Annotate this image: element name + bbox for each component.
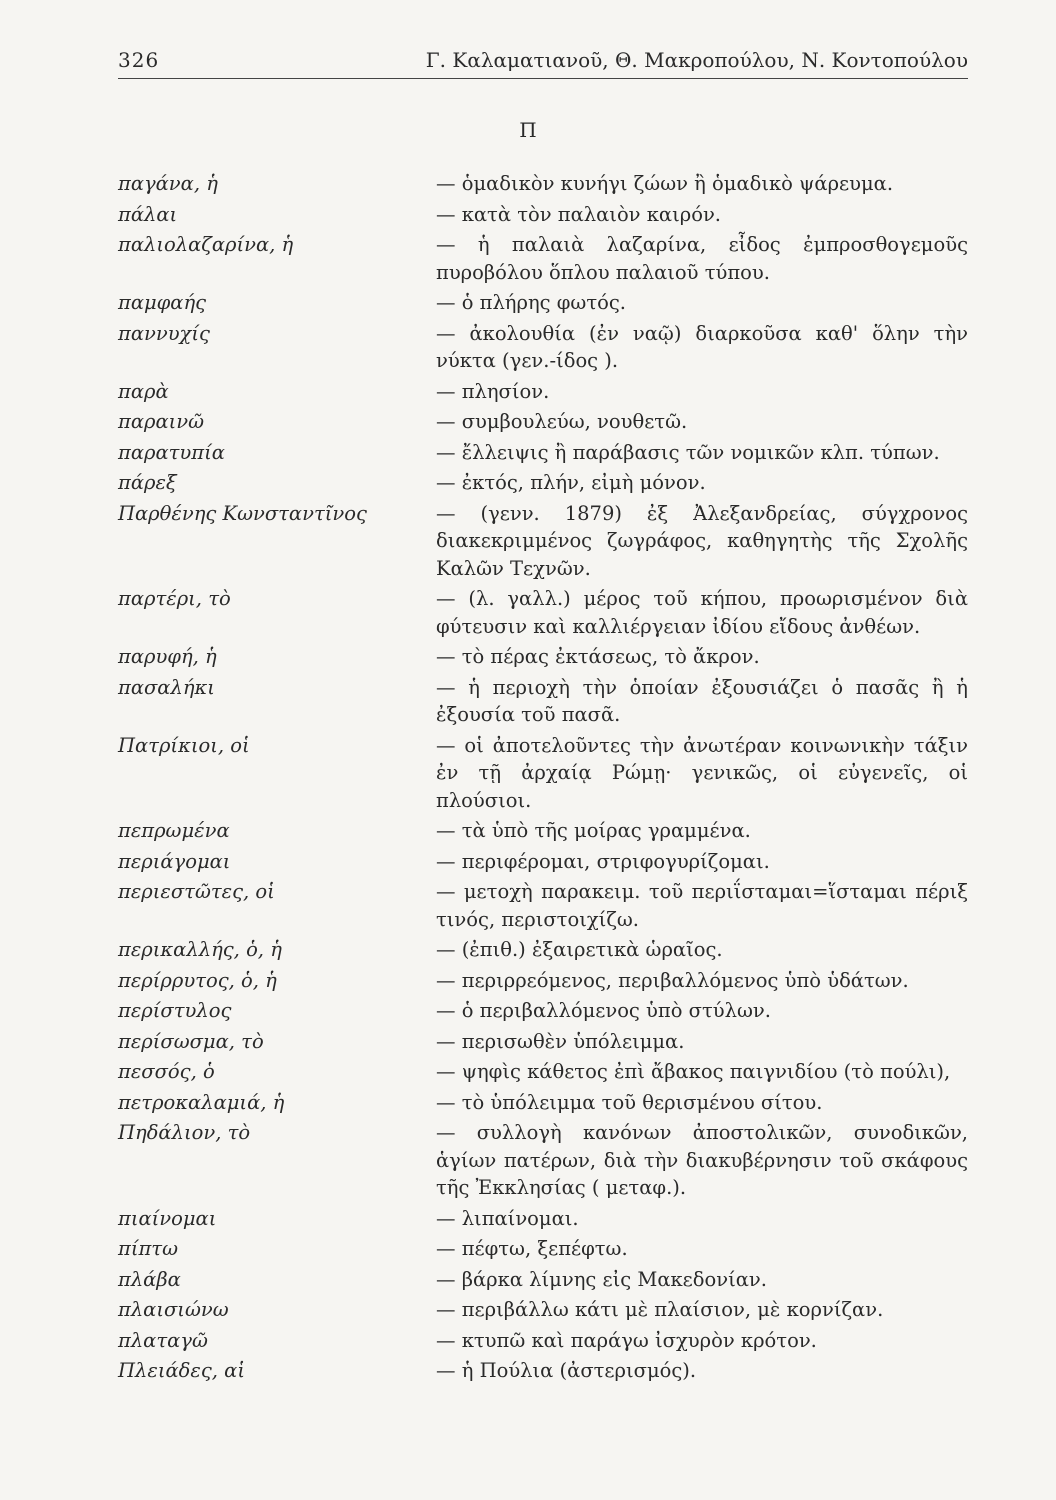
entry-term: πίπτω xyxy=(118,1237,178,1260)
glossary-entry xyxy=(118,936,968,964)
entry-term: παραινῶ xyxy=(118,410,205,433)
glossary-entry xyxy=(118,469,968,497)
entry-term: παρὰ xyxy=(118,379,169,403)
glossary-entry xyxy=(118,817,968,845)
entry-term: Πατρίκιοι, οἱ xyxy=(118,733,250,757)
glossary-entry xyxy=(118,585,968,640)
entry-definition: — ἔλλειψις ἢ παράβασις τῶν νομικῶν κλπ. τύπων. xyxy=(436,440,940,464)
entry-definition: — περιρρεόμενος, περιβαλλόμενος ὑπὸ ὑδάτων. xyxy=(436,968,909,992)
entry-definition: — περιφέρομαι, στριφογυρίζομαι. xyxy=(436,849,770,873)
glossary-entry xyxy=(118,1119,968,1202)
entry-term: περιάγομαι xyxy=(118,849,231,873)
glossary-entries xyxy=(118,170,968,1388)
glossary-entry xyxy=(118,500,968,583)
glossary-entry xyxy=(118,967,968,995)
entry-term: πλαισιώνω xyxy=(118,1298,229,1321)
page-number: 326 xyxy=(118,48,160,72)
entry-term: περίρρυτος, ὁ, ἡ xyxy=(118,968,277,992)
entry-definition: — βάρκα λίμνης εἰς Μακεδονίαν. xyxy=(436,1267,767,1291)
entry-term: Πηδάλιον, τὸ xyxy=(118,1121,251,1144)
glossary-entry xyxy=(118,320,968,375)
entry-definition: — περισωθὲν ὑπόλειμμα. xyxy=(436,1029,685,1053)
entry-term: περιεστῶτες, οἱ xyxy=(118,880,275,903)
entry-definition: — ἀκολουθία (ἐν ναῷ) διαρκοῦσα καθ' ὅλην τὴν νύκτα (γεν.-ίδος ). xyxy=(436,321,968,372)
glossary-entry xyxy=(118,378,968,406)
entry-term: πλάβα xyxy=(118,1267,181,1291)
entry-definition: — ὁ πλήρης φωτός. xyxy=(436,291,626,314)
entry-term: πετροκαλαμιά, ἡ xyxy=(118,1090,285,1114)
entry-term: παλιολαζαρίνα, ἡ xyxy=(118,233,294,256)
entry-term: πασαλήκι xyxy=(118,675,215,699)
entry-term: πάλαι xyxy=(118,202,178,226)
entry-term: παννυχίς xyxy=(118,321,210,345)
entry-definition: — συλλογὴ κανόνων ἀποστολικῶν, συνοδικῶν, ἁγίων πατέρων, διὰ τὴν διακυβέρνησιν τοῦ σκάφους τῆς Ἐκκλησίας ( μεταφ.). xyxy=(436,1121,968,1199)
glossary-entry xyxy=(118,1357,968,1385)
running-title: Γ. Καλαματιανοῦ, Θ. Μακροπούλου, Ν. Κοντοπούλου xyxy=(425,48,968,72)
entry-definition: — οἱ ἀποτελοῦντες τὴν ἀνωτέραν κοινωνικὴν τάξιν ἐν τῇ ἀρχαίᾳ Ρώμῃ· γενικῶς, οἱ εὐγενεῖς, οἱ πλούσιοι. xyxy=(436,733,968,812)
entry-term: παρτέρι, τὸ xyxy=(118,587,231,610)
entry-definition: — ἐκτός, πλήν, εἰμὴ μόνον. xyxy=(436,471,706,494)
entry-term: παμφαής xyxy=(118,291,207,314)
entry-definition: — μετοχὴ παρακειμ. τοῦ περιΐσταμαι=ἵσταμαι πέριξ τινός, περιστοιχίζω. xyxy=(436,880,968,931)
entry-definition: — λιπαίνομαι. xyxy=(436,1206,579,1230)
entry-definition: — συμβουλεύω, νουθετῶ. xyxy=(436,410,688,433)
entry-term: πεσσός, ὁ xyxy=(118,1060,215,1083)
glossary-entry xyxy=(118,732,968,815)
glossary-entry xyxy=(118,1058,968,1086)
entry-term: περικαλλής, ὁ, ἡ xyxy=(118,938,282,961)
entry-definition: — τὸ πέρας ἐκτάσεως, τὸ ἄκρον. xyxy=(436,645,760,668)
entry-definition: — τὰ ὑπὸ τῆς μοίρας γραμμένα. xyxy=(436,819,751,842)
glossary-entry xyxy=(118,1266,968,1294)
section-letter: Π xyxy=(519,118,537,142)
glossary-entry xyxy=(118,1296,968,1324)
entry-definition: — περιβάλλω κάτι μὲ πλαίσιον, μὲ κορνίζαν. xyxy=(436,1298,884,1321)
glossary-entry xyxy=(118,997,968,1025)
entry-definition: — πέφτω, ξεπέφτω. xyxy=(436,1237,628,1260)
entry-definition: — (γενν. 1879) ἐξ Ἀλεξανδρείας, σύγχρονος διακεκριμμένος ζωγράφος, καθηγητὴς τῆς Σχολῆς Καλῶν Τεχνῶν. xyxy=(436,501,968,580)
entry-term: παγάνα, ἡ xyxy=(118,172,218,195)
glossary-entry xyxy=(118,1205,968,1233)
entry-term: περίστυλος xyxy=(118,999,232,1022)
entry-definition: — ἡ παλαιὰ λαζαρίνα, εἶδος ἐμπροσθογεμοῦς πυροβόλου ὅπλου παλαιοῦ τύπου. xyxy=(436,233,968,284)
glossary-entry xyxy=(118,878,968,933)
glossary-entry xyxy=(118,231,968,286)
glossary-entry xyxy=(118,408,968,436)
glossary-entry xyxy=(118,289,968,317)
page-header xyxy=(118,44,968,79)
entry-definition: — πλησίον. xyxy=(436,379,550,403)
entry-term: πιαίνομαι xyxy=(118,1206,217,1230)
entry-definition: — (ἐπιθ.) ἐξαιρετικὰ ὡραῖος. xyxy=(436,938,723,961)
glossary-entry xyxy=(118,1089,968,1117)
entry-definition: — ψηφὶς κάθετος ἐπὶ ἄβακος παιγνιδίου (τὸ πούλι), xyxy=(436,1060,951,1083)
glossary-entry xyxy=(118,439,968,467)
glossary-entry xyxy=(118,1028,968,1056)
glossary-entry xyxy=(118,1327,968,1355)
entry-definition: — ὁ περιβαλλόμενος ὑπὸ στύλων. xyxy=(436,999,771,1022)
entry-term: παρατυπία xyxy=(118,440,225,464)
entry-definition: — κτυπῶ καὶ παράγω ἰσχυρὸν κρότον. xyxy=(436,1328,817,1352)
entry-term: παρυφή, ἡ xyxy=(118,645,217,668)
entry-term: περίσωσμα, τὸ xyxy=(118,1029,264,1053)
entry-term: πλαταγῶ xyxy=(118,1328,208,1352)
glossary-entry xyxy=(118,674,968,729)
entry-definition: — κατὰ τὸν παλαιὸν καιρόν. xyxy=(436,202,721,226)
entry-definition: — (λ. γαλλ.) μέρος τοῦ κήπου, προωρισμένον διὰ φύτευσιν καὶ καλλιέργειαν ἰδίου εἴδους ἀνθέων. xyxy=(436,587,968,638)
glossary-entry xyxy=(118,201,968,229)
entry-definition: — ἡ περιοχὴ τὴν ὁποίαν ἐξουσιάζει ὁ πασᾶς ἢ ἡ ἐξουσία τοῦ πασᾶ. xyxy=(436,675,968,726)
glossary-entry xyxy=(118,1235,968,1263)
entry-definition: — ὁμαδικὸν κυνήγι ζώων ἢ ὁμαδικὸ ψάρευμα. xyxy=(436,172,894,195)
glossary-entry xyxy=(118,848,968,876)
entry-definition: — ἡ Πούλια (ἀστερισμός). xyxy=(436,1359,697,1382)
glossary-entry xyxy=(118,170,968,198)
entry-definition: — τὸ ὑπόλειμμα τοῦ θερισμένου σίτου. xyxy=(436,1090,823,1114)
glossary-entry xyxy=(118,643,968,671)
entry-term: πεπρωμένα xyxy=(118,819,230,842)
entry-term: Πλειάδες, αἱ xyxy=(118,1359,245,1382)
entry-term: πάρεξ xyxy=(118,471,177,494)
entry-term: Παρθένης Κωνσταντῖνος xyxy=(118,501,367,525)
